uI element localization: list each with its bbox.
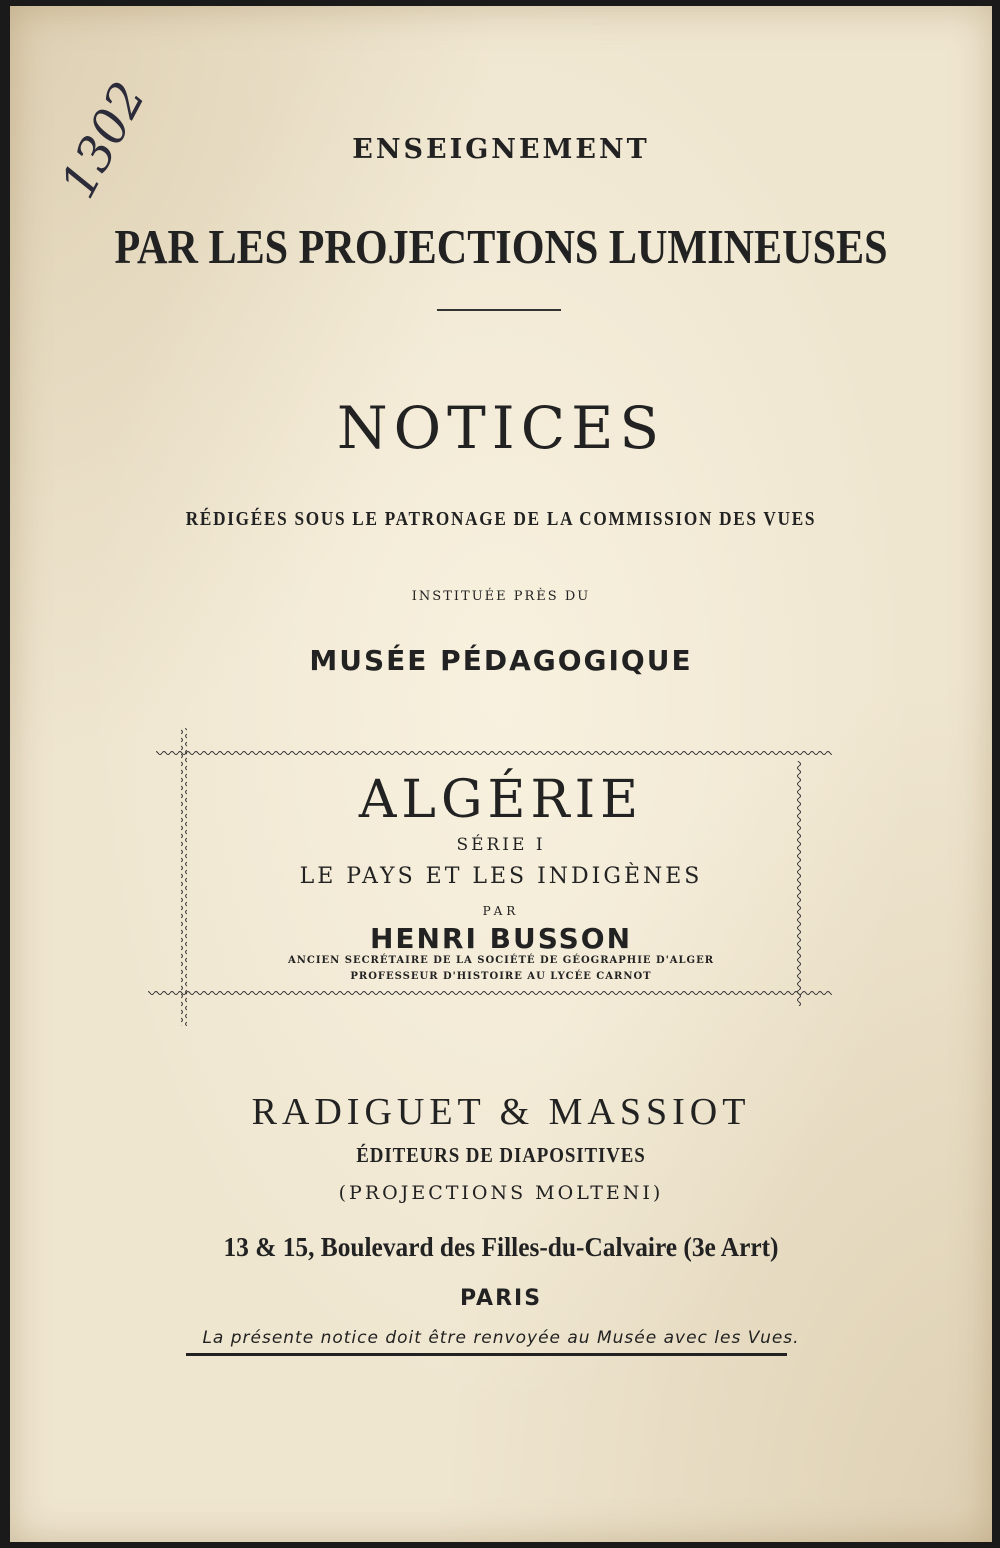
museum-name: MUSÉE PÉDAGOGIQUE [309,644,693,677]
series-subtitle: LE PAYS ET LES INDIGÈNES [299,864,703,889]
author-credential-1: ANCIEN SECRÉTAIRE DE LA SOCIÉTÉ DE GÉOGRAPHIE D'ALGER [287,955,715,966]
bottom-rule [186,1353,787,1356]
publisher-name: RADIGUET & MASSIOT [251,1091,751,1133]
publisher-note: (PROJECTIONS MOLTENI) [338,1182,664,1204]
series-number: SÉRIE I [456,835,546,855]
notices-title: NOTICES [336,394,666,462]
author-name: HENRI BUSSON [369,922,633,955]
header-line-2: PAR LES PROJECTIONS LUMINEUSES [114,219,888,274]
publisher-address: 13 & 15, Boulevard des Filles-du-Calvaire (3e Arrt) [223,1232,779,1262]
document-page [10,6,992,1542]
series-title: ALGÉRIE [358,770,644,830]
notices-subtitle: RÉDIGÉES SOUS LE PATRONAGE DE LA COMMISSION DES VUES [185,508,817,530]
header-line-1: ENSEIGNEMENT [352,134,650,165]
handwritten-catalog-number: 1302 [50,73,157,208]
frame-bottom-border [148,989,832,995]
publisher-city: PARIS [459,1286,543,1311]
publisher-role: ÉDITEURS DE DIAPOSITIVES [356,1143,646,1167]
return-notice: La présente notice doit être renvoyée au Musée avec les Vues. [202,1328,800,1348]
instituted-text: INSTITUÉE PRÈS DU [411,589,591,604]
author-credential-2: PROFESSEUR D'HISTOIRE AU LYCÉE CARNOT [350,971,652,982]
frame-top-border [156,751,832,757]
author-by: PAR [482,904,520,918]
short-divider-rule [437,309,561,311]
